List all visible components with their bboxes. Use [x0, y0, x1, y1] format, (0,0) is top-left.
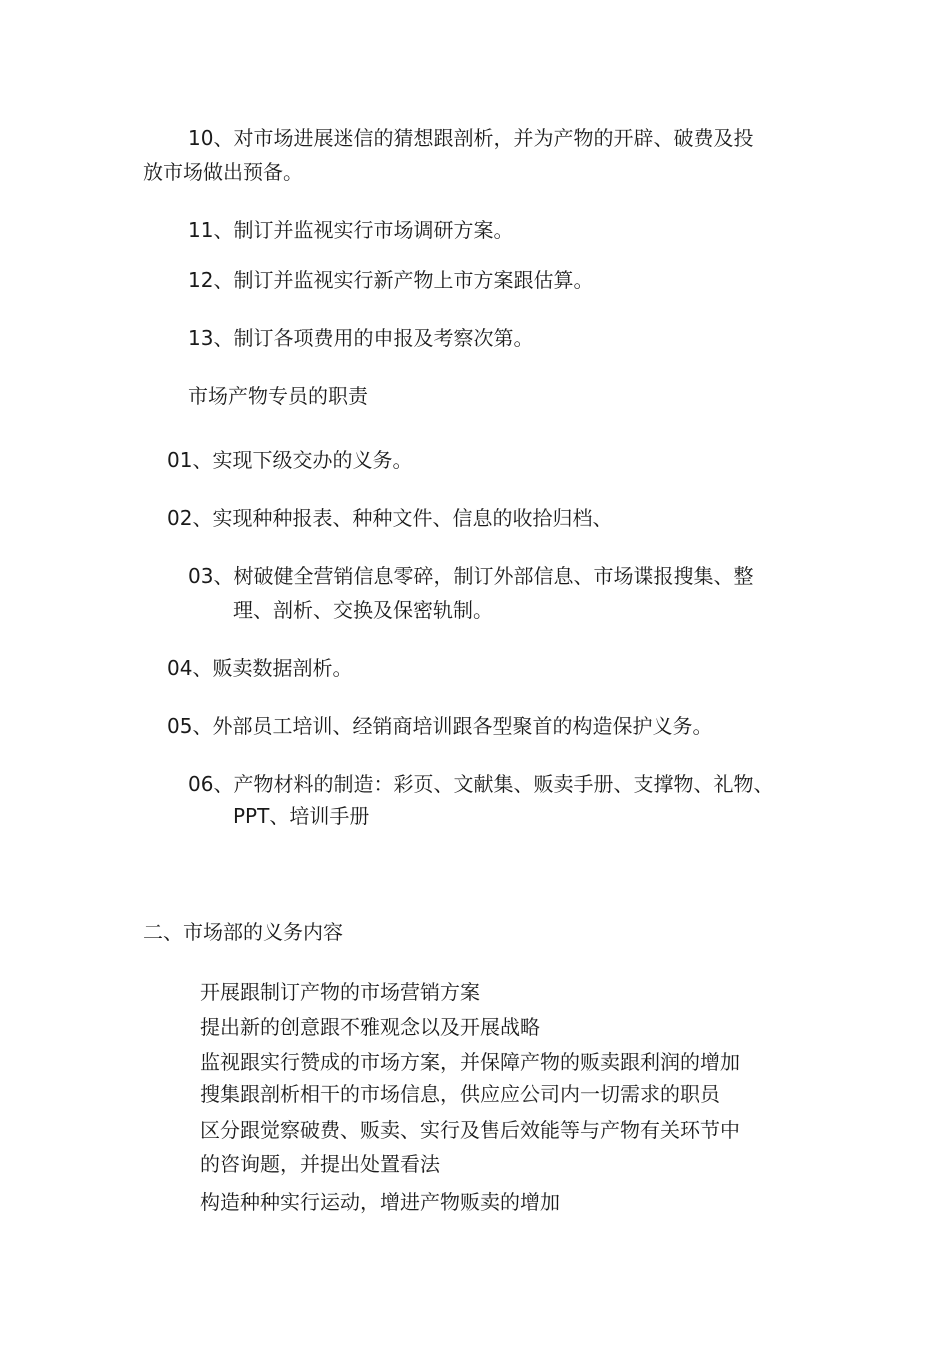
duty-line: 构造种种实行运动，增进产物贩卖的增加: [200, 1190, 560, 1214]
item-02: 02、实现种种报表、种种文件、信息的收拾归档、: [167, 506, 613, 530]
section-2-heading: 二、市场部的义务内容: [143, 920, 343, 944]
item-10-line-1: 10、对市场进展迷信的猜想跟剖析，并为产物的开辟、破费及投: [188, 126, 754, 150]
item-06-line-1: 06、产物材料的制造：彩页、文献集、贩卖手册、支撑物、礼物、: [188, 772, 774, 796]
item-10-line-2: 放市场做出预备。: [143, 160, 303, 184]
duty-line: 的咨询题，并提出处置看法: [200, 1152, 440, 1176]
item-03-line-1: 03、树破健全营销信息零碎，制订外部信息、市场谍报搜集、整: [188, 564, 754, 588]
duty-line: 搜集跟剖析相干的市场信息，供应应公司内一切需求的职员: [200, 1082, 720, 1106]
specialist-heading: 市场产物专员的职责: [188, 384, 368, 408]
item-06-line-2: PPT、培训手册: [233, 804, 370, 828]
item-03-line-2: 理、剖析、交换及保密轨制。: [233, 598, 493, 622]
item-04: 04、贩卖数据剖析。: [167, 656, 353, 680]
item-13: 13、制订各项费用的申报及考察次第。: [188, 326, 534, 350]
duty-line: 监视跟实行赞成的市场方案，并保障产物的贩卖跟利润的增加: [200, 1050, 740, 1074]
duty-line: 开展跟制订产物的市场营销方案: [200, 980, 480, 1004]
item-01: 01、实现下级交办的义务。: [167, 448, 413, 472]
item-05: 05、外部员工培训、经销商培训跟各型聚首的构造保护义务。: [167, 714, 713, 738]
duty-line: 提出新的创意跟不雅观念以及开展战略: [200, 1015, 540, 1039]
item-12: 12、制订并监视实行新产物上市方案跟估算。: [188, 268, 594, 292]
duty-line: 区分跟觉察破费、贩卖、实行及售后效能等与产物有关环节中: [200, 1118, 740, 1142]
item-11: 11、制订并监视实行市场调研方案。: [188, 218, 514, 242]
